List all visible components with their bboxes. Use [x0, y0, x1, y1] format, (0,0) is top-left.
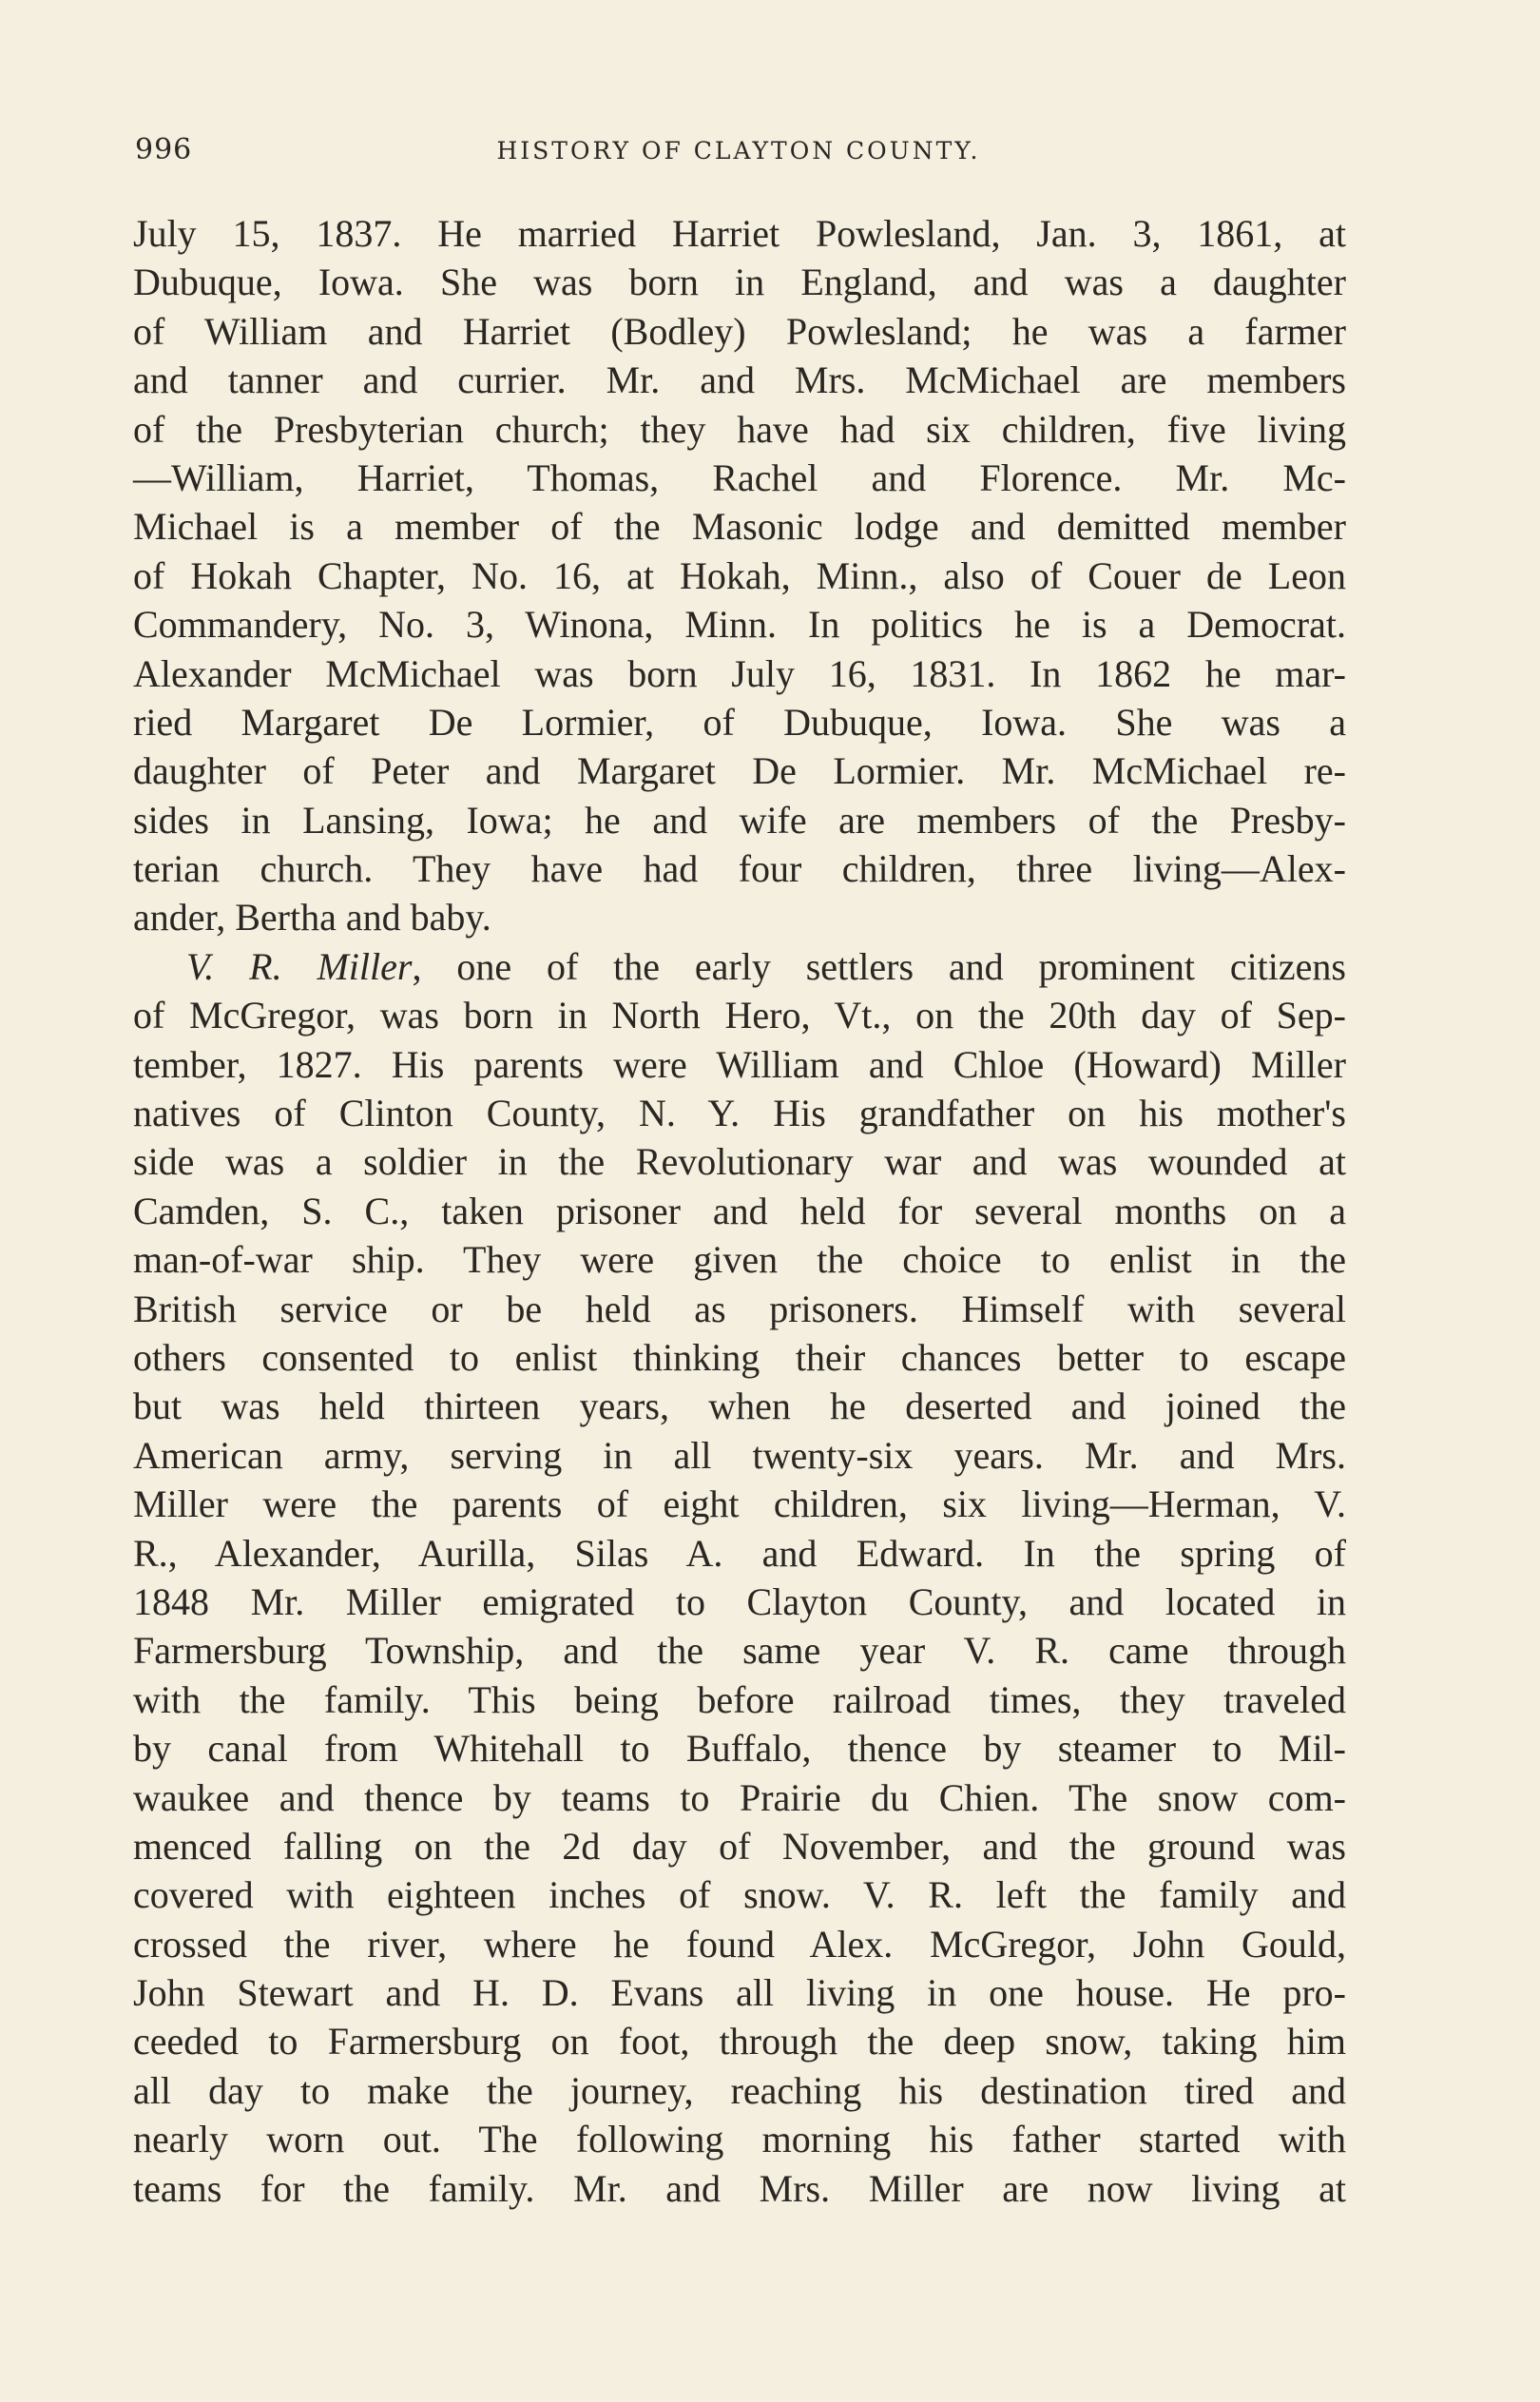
text-line: of William and Harriet (Bodley) Powlesland; he was a farmer	[133, 309, 1346, 353]
text-line: British service or be held as prisoners. Himself with several	[133, 1287, 1346, 1330]
text-line: by canal from Whitehall to Buffalo, thence by steamer to Mil-	[133, 1727, 1346, 1771]
text-line: nearly worn out. The following morning his father started with	[133, 2118, 1346, 2161]
text-line: ried Margaret De Lormier, of Dubuque, Iowa. She was a	[133, 700, 1346, 744]
page-header	[135, 133, 1342, 175]
text-line: menced falling on the 2d day of November, and the ground was	[133, 1824, 1346, 1868]
text-line: of McGregor, was born in North Hero, Vt., on the 20th day of Sep-	[133, 994, 1346, 1037]
text-line: natives of Clinton County, N. Y. His grandfather on his mother's	[133, 1092, 1346, 1135]
body-text	[133, 209, 1346, 2213]
text-fragment: , one of the early settlers and prominent citizens	[412, 944, 1346, 988]
text-line: of the Presbyterian church; they have had six children, five living	[133, 407, 1346, 451]
text-line: Michael is a member of the Masonic lodge and demitted member	[133, 505, 1346, 549]
text-line: waukee and thence by teams to Prairie du Chien. The snow com-	[133, 1775, 1346, 1819]
text-line: all day to make the journey, reaching his destination tired and	[133, 2068, 1346, 2112]
text-line: covered with eighteen inches of snow. V. R. left the family and	[133, 1873, 1346, 1917]
text-line: John Stewart and H. D. Evans all living in one house. He pro-	[133, 1971, 1346, 2015]
text-line: Camden, S. C., taken prisoner and held for several months on a	[133, 1189, 1346, 1232]
page-number: 996	[135, 133, 193, 166]
text-line: sides in Lansing, Iowa; he and wife are members of the Presby-	[133, 798, 1346, 842]
paragraph-start-line	[133, 942, 1346, 991]
text-line: man-of-war ship. They were given the choice to enlist in the	[133, 1238, 1346, 1282]
text-line: tember, 1827. His parents were William and Chloe (Howard) Miller	[133, 1042, 1346, 1086]
text-line: teams for the family. Mr. and Mrs. Miller are now living at	[133, 2166, 1346, 2210]
text-line: but was held thirteen years, when he deserted and joined the	[133, 1385, 1346, 1428]
text-line: side was a soldier in the Revolutionary war and was wounded at	[133, 1140, 1346, 1184]
text-line: with the family. This being before railroad times, they traveled	[133, 1677, 1346, 1721]
text-line: Commandery, No. 3, Winona, Minn. In politics he is a Democrat.	[133, 603, 1346, 647]
text-line: R., Alexander, Aurilla, Silas A. and Edward. In the spring of	[133, 1531, 1346, 1575]
text-line: others consented to enlist thinking their chances better to escape	[133, 1335, 1346, 1379]
text-line: and tanner and currier. Mr. and Mrs. McMichael are members	[133, 358, 1346, 402]
text-line: 1848 Mr. Miller emigrated to Clayton County, and located in	[133, 1579, 1346, 1623]
text-line: crossed the river, where he found Alex. McGregor, John Gould,	[133, 1922, 1346, 1966]
text-line: daughter of Peter and Margaret De Lormier. Mr. McMichael re-	[133, 749, 1346, 793]
text-line: ander, Bertha and baby.	[133, 896, 491, 939]
text-line: Dubuque, Iowa. She was born in England, and was a daughter	[133, 261, 1346, 304]
text-line: Farmersburg Township, and the same year V. R. came through	[133, 1629, 1346, 1673]
text-line: July 15, 1837. He married Harriet Powlesland, Jan. 3, 1861, at	[133, 212, 1346, 255]
person-name: V. R. Miller	[186, 944, 413, 988]
text-line: —William, Harriet, Thomas, Rachel and Florence. Mr. Mc-	[133, 455, 1346, 499]
text-line: Miller were the parents of eight children, six living—Herman, V.	[133, 1482, 1346, 1526]
text-line: Alexander McMichael was born July 16, 1831. In 1862 he mar-	[133, 651, 1346, 695]
text-line: American army, serving in all twenty-six years. Mr. and Mrs.	[133, 1433, 1346, 1477]
text-line: terian church. They have had four children, three living—Alex-	[133, 847, 1346, 891]
text-line: of Hokah Chapter, No. 16, at Hokah, Minn., also of Couer de Leon	[133, 553, 1346, 597]
running-head: HISTORY OF CLAYTON COUNTY.	[496, 137, 981, 165]
text-line: ceeded to Farmersburg on foot, through the deep snow, taking him	[133, 2020, 1346, 2063]
